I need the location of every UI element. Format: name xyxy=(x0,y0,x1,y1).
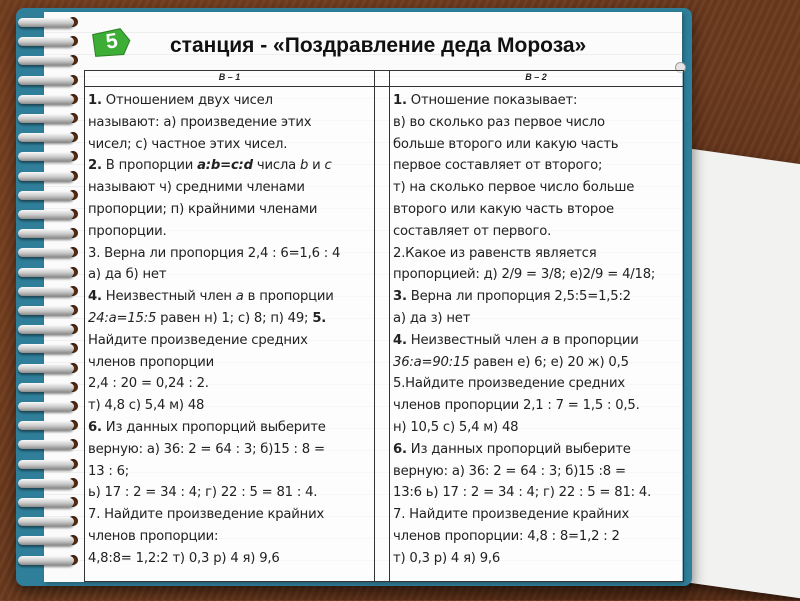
variant-1-header: В – 1 xyxy=(218,72,241,82)
text-line: первое составляет от второго; xyxy=(393,158,603,174)
column-divider xyxy=(374,71,375,581)
text-line: 13 : 6; xyxy=(88,463,130,479)
variant-1-column xyxy=(88,90,374,570)
text-line: 1. Отношением двух чисел xyxy=(88,93,273,108)
spiral-ring xyxy=(18,114,74,123)
text-line: 5.Найдите произведение средних xyxy=(393,376,625,392)
header-divider xyxy=(85,86,683,87)
spiral-ring xyxy=(18,460,74,469)
text-line: второго или какую часть второе xyxy=(393,201,614,217)
spiral-ring xyxy=(18,229,74,238)
spiral-ring xyxy=(18,191,74,200)
spiral-ring xyxy=(18,95,74,104)
text-line: членов пропорции: xyxy=(88,528,219,544)
text-line: чисел; с) частное этих чисел. xyxy=(88,136,288,152)
spiral-ring xyxy=(18,210,74,219)
text-line: 4. Неизвестный член a в пропорции xyxy=(88,289,334,305)
text-line: 3. Верна ли пропорция 2,5:5=1,5:2 xyxy=(393,289,631,305)
text-line: 2. В пропорции a:b=c:d числа b и c xyxy=(88,158,332,174)
text-line: 4,8:8= 1,2:2 т) 0,3 р) 4 я) 9,6 xyxy=(88,550,280,566)
page-title: станция - «Поздравление деда Мороза» xyxy=(170,34,587,57)
spiral-ring xyxy=(18,402,74,411)
spiral-ring xyxy=(18,383,74,392)
text-line: 1. Отношение показывает: xyxy=(393,93,578,108)
text-line: больше второго или какую часть xyxy=(393,136,619,152)
spiral-ring xyxy=(18,364,74,373)
spiral-ring xyxy=(18,287,74,296)
spiral-ring xyxy=(18,421,74,430)
column-divider xyxy=(389,71,390,581)
text-line: 4. Неизвестный член a в пропорции xyxy=(393,332,639,348)
text-line: 7. Найдите произведение крайних xyxy=(393,507,630,523)
text-line: верную: а) 36: 2 = 64 : 3; б)15 :8 = xyxy=(393,463,626,479)
text-line: членов пропорции xyxy=(88,354,215,370)
spiral-ring xyxy=(18,152,74,161)
spiral-binding xyxy=(18,18,78,578)
text-line: называют ч) средними членами xyxy=(88,180,305,196)
text-line: 3. Верна ли пропорция 2,4 : 6=1,6 : 4 xyxy=(88,245,341,261)
station-number-badge xyxy=(90,25,134,60)
spiral-ring xyxy=(18,268,74,277)
text-line: а) да з) нет xyxy=(393,310,471,326)
text-line: 36:a=90:15 равен е) 6; е) 20 ж) 0,5 xyxy=(393,354,629,370)
spiral-ring xyxy=(18,344,74,353)
text-line: 6. Из данных пропорций выберите xyxy=(88,419,326,435)
text-line: называют: а) произведение этих xyxy=(88,114,312,130)
spiral-ring xyxy=(18,536,74,545)
text-line: членов пропорции: 4,8 : 8=1,2 : 2 xyxy=(393,528,620,544)
text-line: 6. Из данных пропорций выберите xyxy=(393,441,631,457)
spiral-ring xyxy=(18,479,74,488)
spiral-ring xyxy=(18,556,74,565)
spiral-ring xyxy=(18,18,74,27)
text-line: ь) 17 : 2 = 34 : 4; г) 22 : 5 = 81 : 4. xyxy=(88,485,318,501)
spiral-ring xyxy=(18,517,74,526)
spiral-ring xyxy=(18,440,74,449)
text-line: пропорцией: д) 2/9 = 3/8; е)2/9 = 4/18; xyxy=(393,267,656,283)
quiz-table xyxy=(84,70,684,582)
text-line: 13:6 ь) 17 : 2 = 34 : 4; г) 22 : 5 = 81: 4. xyxy=(393,485,652,501)
text-line: пропорции; п) крайними членами xyxy=(88,201,318,217)
text-line: составляет от первого. xyxy=(393,223,552,239)
variant-2-column xyxy=(393,90,682,570)
spiral-ring xyxy=(18,306,74,315)
text-line: 24:a=15:5 равен н) 1; с) 8; п) 49; 5. xyxy=(88,310,327,326)
text-line: 2,4 : 20 = 0,24 : 2. xyxy=(88,376,209,392)
text-line: н) 10,5 с) 5,4 м) 48 xyxy=(393,419,519,435)
spiral-ring xyxy=(18,498,74,507)
text-line: 7. Найдите произведение крайних xyxy=(88,507,325,523)
text-line: Найдите произведение средних xyxy=(88,332,308,348)
badge-number: 5 xyxy=(104,29,120,54)
variant-2-header: В – 2 xyxy=(525,72,547,82)
text-line: т) 0,3 р) 4 я) 9,6 xyxy=(393,550,501,566)
text-line: в) во сколько раз первое число xyxy=(393,114,605,130)
spiral-ring xyxy=(18,56,74,65)
spiral-ring xyxy=(18,37,74,46)
spiral-ring xyxy=(18,248,74,257)
text-line: т) 4,8 с) 5,4 м) 48 xyxy=(88,398,205,414)
text-line: 2.Какое из равенств является xyxy=(393,245,597,261)
spiral-ring xyxy=(18,172,74,181)
text-line: пропорции. xyxy=(88,223,167,239)
text-line: а) да б) нет xyxy=(88,267,167,283)
text-line: т) на сколько первое число больше xyxy=(393,180,635,196)
text-line: членов пропорции 2,1 : 7 = 1,5 : 0,5. xyxy=(393,398,640,414)
spiral-ring xyxy=(18,133,74,142)
text-line: верную: а) 36: 2 = 64 : 3; б)15 : 8 = xyxy=(88,441,325,457)
spiral-ring xyxy=(18,76,74,85)
spiral-ring xyxy=(18,325,74,334)
